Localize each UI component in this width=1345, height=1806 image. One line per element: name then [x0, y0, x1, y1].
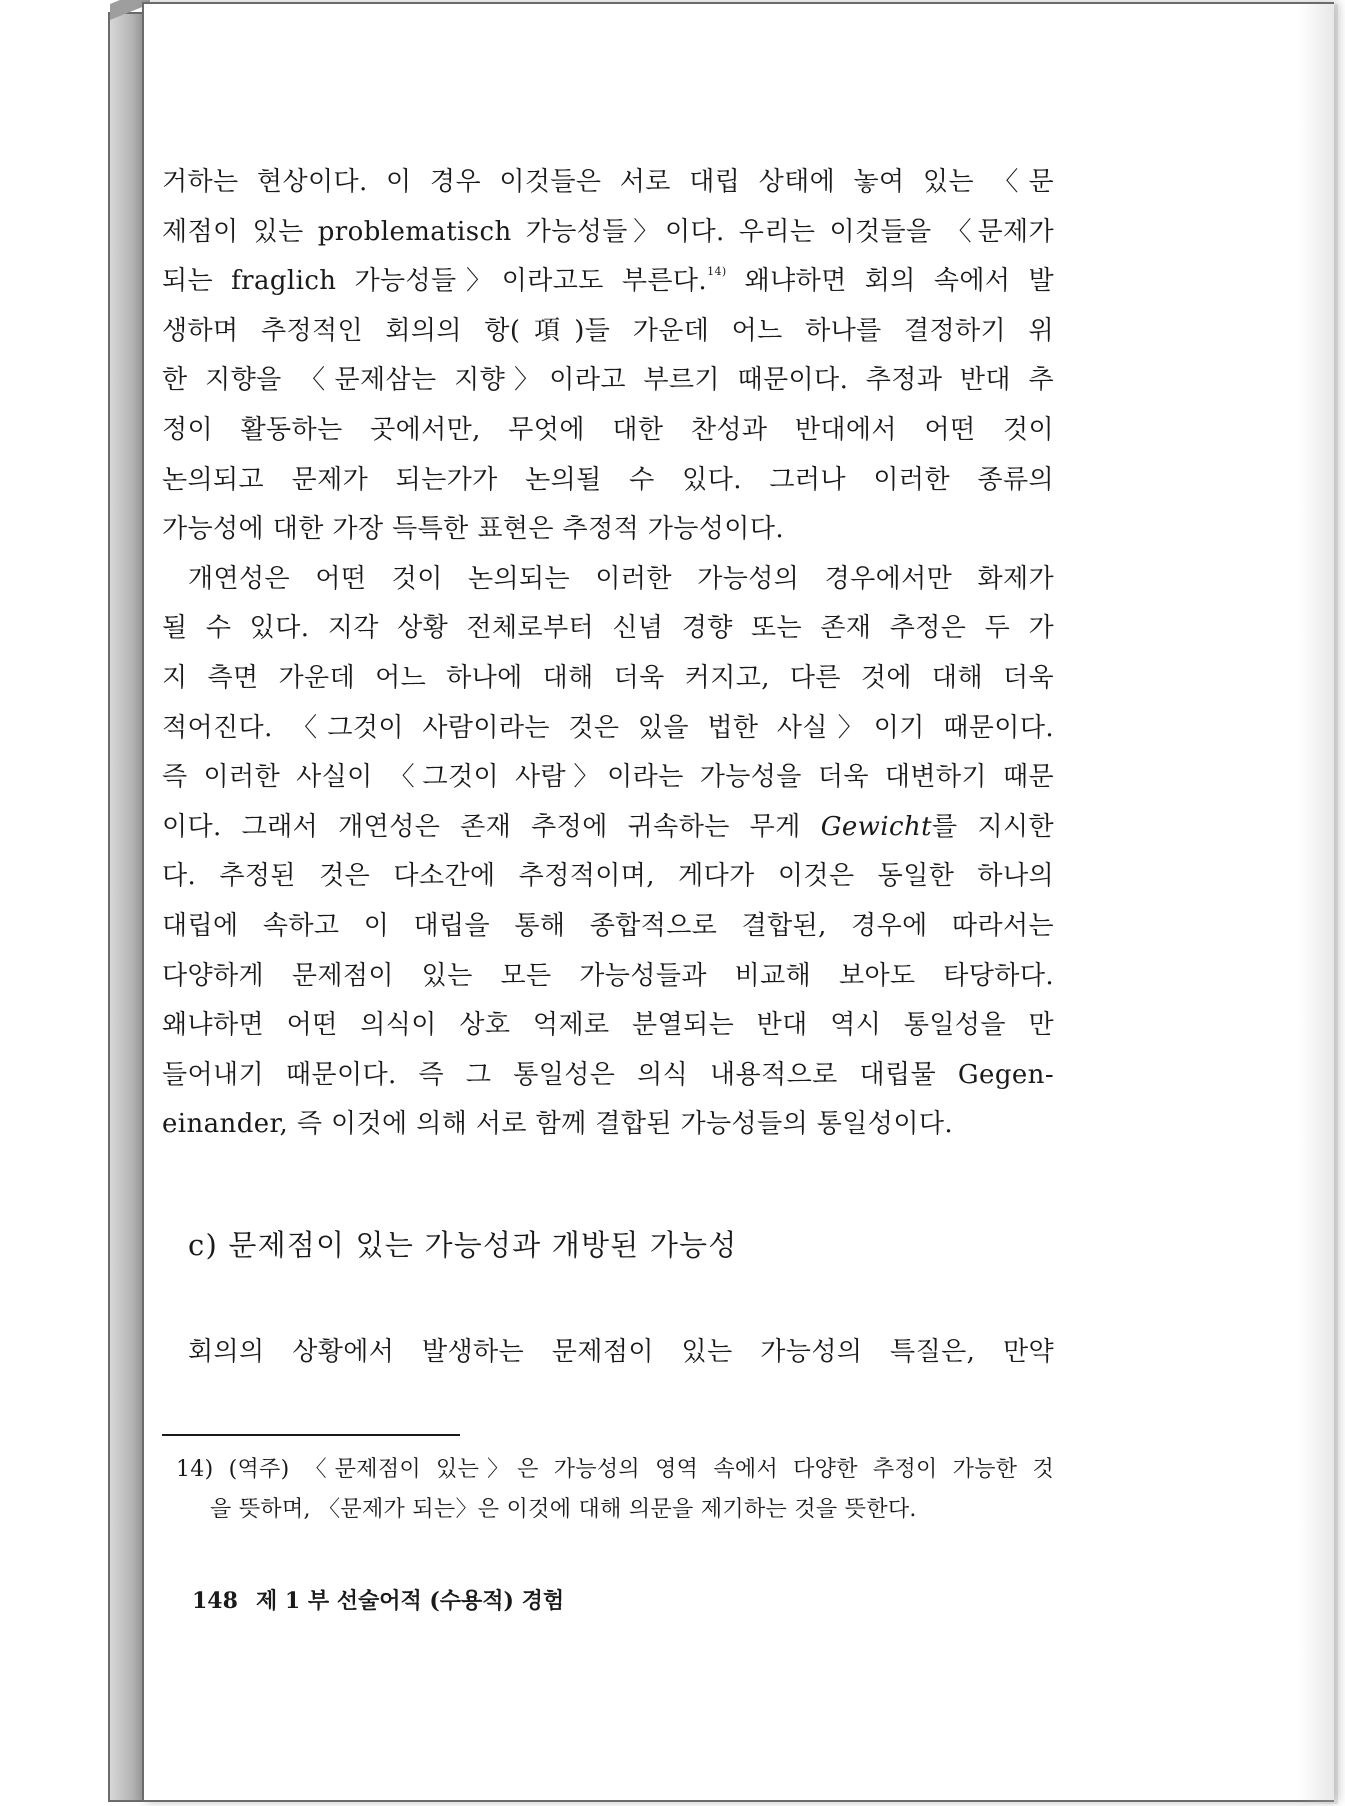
text-line: 개연성은 어떤 것이 논의되는 이러한 가능성의 경우에서만 화제가: [188, 563, 1054, 594]
italic-term: Gewicht: [820, 811, 932, 842]
text-line: 한 지향을 〈문제삼는 지향〉이라고 부르기 때문이다. 추정과 반대 추: [162, 365, 1054, 396]
text-line: [162, 803, 1054, 853]
text-line: einander, 즉 이것에 의해 서로 함께 결합된 가능성들의 통일성이다.: [162, 1109, 954, 1140]
text-line: 생하며 추정적인 회의의 항(項)들 가운데 어느 하나를 결정하기 위: [162, 315, 1054, 346]
text-segment: 왜냐하면 회의 속에서 발: [726, 266, 1054, 297]
text-line: 지 측면 가운데 어느 하나에 대해 더욱 커지고, 다른 것에 대해 더욱: [162, 662, 1054, 693]
page-number: 148: [192, 1588, 238, 1614]
paragraph: [188, 1328, 1054, 1378]
book-spine: [108, 12, 144, 1802]
text-segment: 를 지시한: [931, 811, 1055, 842]
text-line: 대립에 속하고 이 대립을 통해 종합적으로 결합된, 경우에 따라서는: [162, 910, 1054, 941]
footnote-line: 을 뜻하며, 〈문제가 되는〉은 이것에 대해 의문을 제기하는 것을 뜻한다.: [210, 1497, 917, 1522]
footnote-line: 14) (역주) 〈문제점이 있는〉은 가능성의 영역 속에서 다양한 추정이 가능한 것: [176, 1457, 1054, 1482]
text-line: 제점이 있는 problematisch 가능성들〉이다. 우리는 이것들을 〈문제가: [162, 216, 1054, 247]
text-line: 정이 활동하는 곳에서만, 무엇에 대한 찬성과 반대에서 어떤 것이: [162, 414, 1054, 445]
footnote: [176, 1450, 1054, 1530]
text-line: 거하는 현상이다. 이 경우 이것들은 서로 대립 상태에 놓여 있는 〈문: [162, 167, 1054, 197]
text-line: 다. 추정된 것은 다소간에 추정적이며, 게다가 이것은 동일한 하나의: [162, 861, 1054, 892]
text-line: 다양하게 문제점이 있는 모든 가능성들과 비교해 보아도 타당하다.: [162, 960, 1054, 991]
footnote-ref[interactable]: 14): [707, 265, 727, 279]
text-line: 들어내기 때문이다. 즉 그 통일성은 의식 내용적으로 대립물 Gegen-: [162, 1059, 1054, 1090]
text-line: 즉 이러한 사실이 〈그것이 사람〉이라는 가능성을 더욱 대변하기 때문: [162, 762, 1054, 793]
running-footer: [192, 1583, 564, 1619]
text-segment: 되는 fraglich 가능성들〉이라고도 부른다.: [162, 266, 708, 297]
text-line: 될 수 있다. 지각 상황 전체로부터 신념 경향 또는 존재 추정은 두 가: [162, 613, 1054, 644]
footnote-divider: [162, 1434, 460, 1436]
text-line: 적어진다. 〈그것이 사람이라는 것은 있을 법한 사실〉이기 때문이다.: [162, 712, 1054, 743]
running-title: 제 1 부 선술어적 (수용적) 경험: [255, 1588, 565, 1614]
text-line: [162, 257, 1054, 307]
section-heading: c) 문제점이 있는 가능성과 개방된 가능성: [188, 1228, 738, 1262]
body-text: [162, 158, 1054, 1150]
text-line: 왜냐하면 어떤 의식이 상호 억제로 분열되는 반대 역시 통일성을 만: [162, 1010, 1054, 1041]
text-line: 회의의 상황에서 발생하는 문제점이 있는 가능성의 특질은, 만약: [188, 1337, 1054, 1367]
text-line: 가능성에 대한 가장 득특한 표현은 추정적 가능성이다.: [162, 514, 785, 545]
text-line: 논의되고 문제가 되는가가 논의될 수 있다. 그러나 이러한 종류의: [162, 464, 1054, 495]
page-edge-shading: [1298, 4, 1338, 1804]
text-segment: 이다. 그래서 개연성은 존재 추정에 귀속하는 무게: [162, 811, 821, 842]
